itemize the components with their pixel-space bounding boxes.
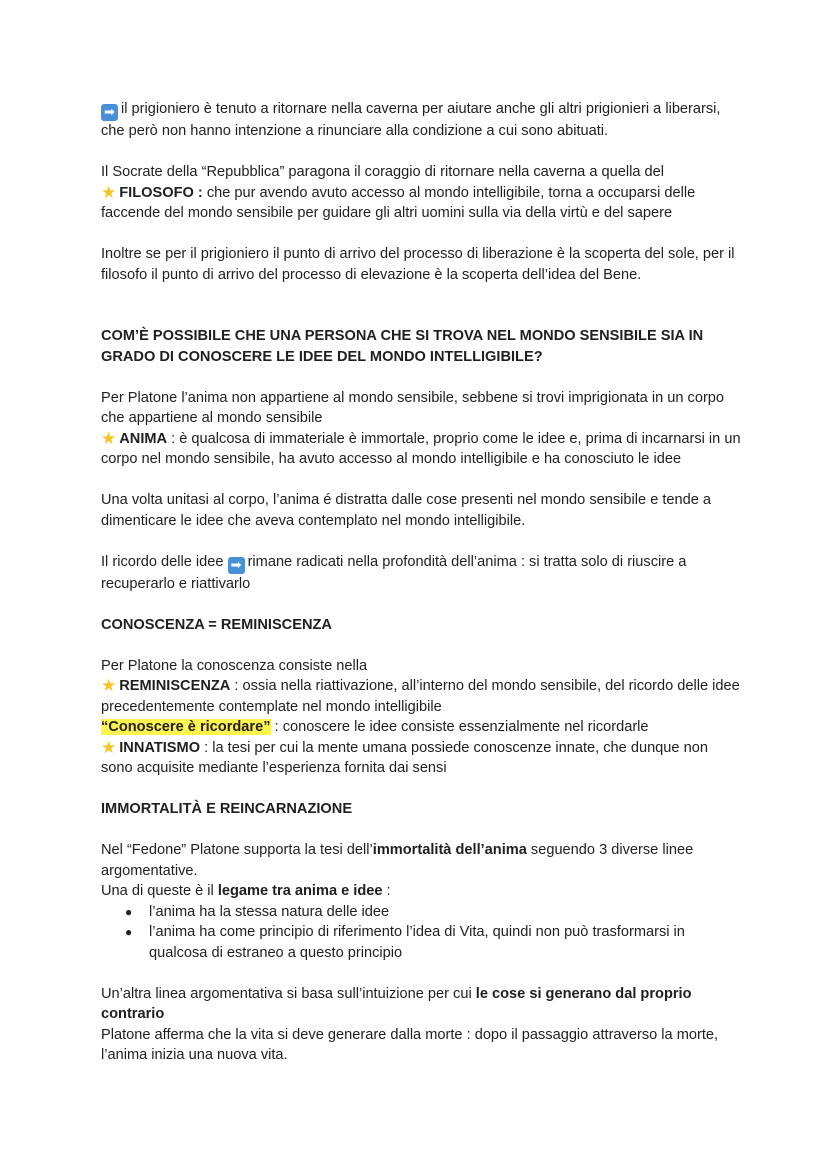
paragraph-reminiscenza: Per Platone la conoscenza consiste nella ★ REMINISCENZA : ossia nella riattivazione, all’interno del mondo sensibile, del ricordo delle idee precedentemente contemplate nel mondo intelligibile “Conoscere è ricordare” : conoscere le idee consiste essenzialmente nel ricordarle ★ INNATISMO : la tesi per cui la mente umana possiede conoscenze innate, che dunque non sono acquisite mediante l’esperienza fornita dai sensi: [101, 657, 740, 776]
list-item: ● l’anima ha la stessa natura delle idee: [149, 902, 741, 923]
term-filosofo: FILOSOFO :: [119, 184, 203, 201]
heading-immortalita: IMMORTALITÀ E REINCARNAZIONE: [101, 801, 353, 817]
bullet-list: [101, 902, 741, 964]
bullet-icon: ●: [125, 925, 133, 939]
heading-question: COM’È POSSIBILE CHE UNA PERSONA CHE SI TROVA NEL MONDO SENSIBILE SIA IN GRADO DI CONOSCERE LE IDEE DEL MONDO INTELLIGIBILE?: [101, 328, 704, 365]
highlighted-quote: “Conoscere è ricordare”: [101, 719, 271, 735]
term-anima: ANIMA: [119, 430, 168, 447]
document-body: [101, 99, 741, 1066]
star-icon: ★: [101, 428, 117, 449]
paragraph-inoltre: Inoltre se per il prigioniero il punto di arrivo del processo di liberazione è la scoperta del sole, per il filosofo il punto di arrivo del processo di elevazione è la scoperta dell’idea del Bene.: [101, 246, 735, 283]
star-icon: ★: [101, 182, 117, 203]
paragraph-contrario: Un’altra linea argomentativa si basa sull’intuizione per cui le cose si generano dal proprio contrario Platone afferma che la vita si deve generare dalla morte : dopo il passaggio attraverso la morte, l’anima inizia una nuova vita.: [101, 985, 719, 1063]
paragraph-socrate: Il Socrate della “Repubblica” paragona il coraggio di ritornare nella caverna a quella del ★ FILOSOFO : che pur avendo avuto accesso al mondo intelligibile, torna a occuparsi delle faccende del mondo sensibile per guidare gli altri uomini sulla via della virtù e del sapere: [101, 164, 696, 221]
heading-conoscenza: CONOSCENZA = REMINISCENZA: [101, 616, 332, 633]
paragraph-prisoner-return: ➡ il prigioniero è tenuto a ritornare nella caverna per aiutare anche gli altri prigionieri a liberarsi, che però non hanno intenzione a rinunciare alla condizione a cui sono abituati.: [101, 101, 721, 139]
paragraph-corpo: Una volta unitasi al corpo, l’anima é distratta dalle cose presenti nel mondo sensibile e tende a dimenticare le idee che aveva contemplato nel mondo intelligibile.: [101, 492, 712, 529]
paragraph-fedone: Nel “Fedone” Platone supporta la tesi dell’immortalità dell’anima seguendo 3 diverse linee argomentative. Una di queste è il legame tra anima e idee :: [101, 842, 694, 899]
term-reminiscenza: REMINISCENZA: [119, 678, 231, 694]
paragraph-ricordo: Il ricordo delle idee ➡ rimane radicati nella profondità dell’anima : si tratta solo di riuscire a recuperarlo e riattivarlo: [101, 553, 687, 592]
star-icon: ★: [101, 737, 117, 758]
star-icon: ★: [101, 676, 117, 696]
right-arrow-icon: ➡: [101, 104, 118, 121]
bullet-icon: ●: [125, 904, 133, 919]
right-arrow-icon: ➡: [228, 557, 245, 574]
term-innatismo: INNATISMO: [119, 739, 201, 756]
list-item: ● l’anima ha come principio di riferimento l’idea di Vita, quindi non può trasformarsi in qualcosa di estraneo a questo principio: [125, 924, 685, 961]
paragraph-anima-intro: Per Platone l’anima non appartiene al mondo sensibile, sebbene si trovi imprigionata in un corpo che appartiene al mondo sensibile ★ ANIMA : è qualcosa di immateriale è immortale, proprio come le idee e, prima di incarnarsi in un corpo nel mondo sensibile, ha avuto accesso al mondo intelligibile e ha conosciuto le idee: [101, 389, 741, 467]
